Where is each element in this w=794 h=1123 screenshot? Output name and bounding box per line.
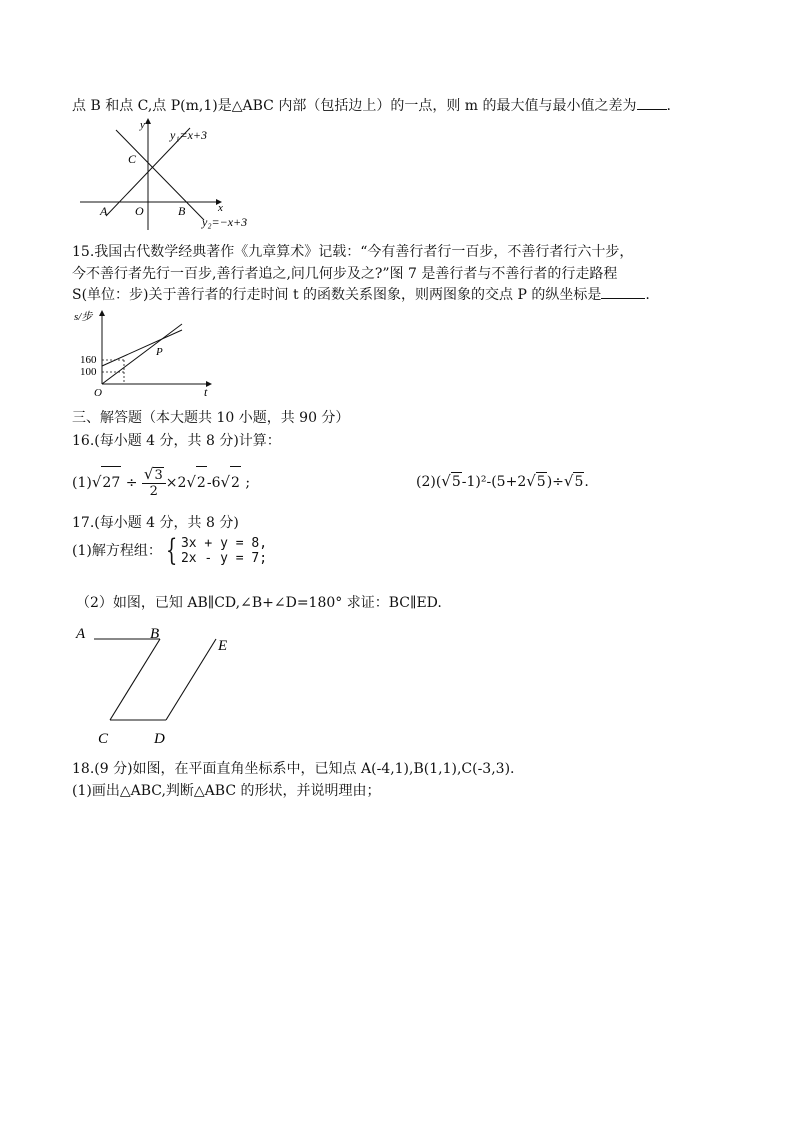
q15-end: .	[645, 287, 650, 303]
q16-part1-end: ;	[245, 475, 251, 491]
point-c-label: C	[128, 152, 137, 166]
label-b: B	[150, 626, 160, 642]
s-axis-arrow	[99, 310, 105, 316]
q17-title: 17.(每小题 4 分，共 8 分)	[72, 515, 239, 531]
q15-graph	[72, 308, 232, 400]
fraction-numerator: 3	[154, 468, 163, 483]
equation-2: 2x - y = 7;	[180, 551, 268, 566]
t-axis-label: t	[204, 385, 208, 399]
q16-part1: (1)√27 ÷ $\frac{√3}{2}$ ×2√2-6√2 ;	[72, 465, 251, 499]
label-d: D	[154, 731, 165, 747]
equation-system	[181, 536, 267, 566]
q16-part2-end: .	[584, 474, 589, 490]
tick-100: 100	[80, 366, 97, 378]
line1-label: y₁=x+3	[170, 128, 208, 142]
q16-part2-expr-b: )÷	[546, 474, 564, 490]
q16-title: 16.(每小题 4 分，共 8 分)计算：	[72, 433, 281, 449]
q15-line-2: 今不善行者先行一百步,善行者追之,问几何步及之?”图 7 是善行者与不善行者的行走路程	[72, 266, 618, 282]
answer-blank	[601, 286, 645, 299]
fraction: $\frac{√3}{2}$	[142, 467, 166, 499]
q14-text: 点 B 和点 C,点 P(m,1)是△ABC 内部（包括边上）的一点，则 m 的最大值与最小值之差为	[72, 98, 637, 114]
q15-line-3: S(单位：步)关于善行者的行走时间 t 的函数关系图象，则两图象的交点 P 的纵坐标是	[72, 287, 602, 303]
segment-bc	[110, 639, 160, 720]
minus-term: -6	[206, 475, 221, 491]
divide-sign: ÷	[125, 475, 138, 491]
point-a-label: A	[100, 204, 108, 218]
y-axis-arrow	[145, 118, 151, 124]
segment-de	[166, 639, 216, 720]
system-brace: {	[165, 533, 178, 568]
radicand: 5	[451, 474, 461, 490]
q16-part2-expr-a: -1)²-(5+2	[461, 474, 527, 490]
q18-line-1: 18.(9 分)如图，在平面直角坐标系中，已知点 A(-4,1),B(1,1),C(-3,3).	[72, 761, 515, 777]
fraction-denominator: 2	[149, 484, 158, 499]
radicand: 5	[536, 474, 546, 490]
q16-part2: (2)(√5-1)²-(5+2√5)÷√5.	[416, 472, 589, 490]
q14-text-line	[72, 97, 671, 115]
line-walker	[102, 324, 182, 384]
radicand: 27	[101, 466, 121, 499]
origin-label: O	[135, 204, 144, 218]
point-b-label: B	[178, 204, 186, 218]
line2-label: y₂=−x+3	[202, 215, 248, 229]
radicand: 2	[196, 466, 207, 499]
line-y2	[116, 130, 204, 220]
point-p-label: P	[156, 346, 163, 358]
q18-line-2: (1)画出△ABC,判断△ABC 的形状，并说明理由；	[72, 783, 381, 799]
section-3-heading: 三、解答题（本大题共 10 小题，共 90 分）	[72, 410, 350, 426]
line-slow	[102, 330, 182, 366]
q15-line-1: 15.我国古代数学经典著作《九章算术》记载：“今有善行者行一百步，不善行者行六十步，	[72, 244, 634, 260]
label-c: C	[98, 731, 109, 747]
answer-blank	[637, 97, 667, 110]
radicand: 5	[574, 474, 584, 490]
q17-part1-label: (1)解方程组：	[72, 543, 162, 559]
y-axis-label: y	[140, 119, 145, 131]
equation-1: 3x + y = 8,	[180, 536, 268, 551]
q17-part1	[72, 533, 268, 568]
tick-160: 160	[80, 354, 97, 366]
q17-figure	[74, 624, 244, 746]
q16-part2-label: (2)(	[416, 474, 442, 490]
radicand: 2	[230, 466, 241, 499]
q14-end: .	[666, 98, 671, 114]
label-e: E	[218, 638, 228, 654]
s-axis-label: s/步	[74, 311, 93, 323]
q16-part1-label: (1)	[72, 475, 92, 491]
times-term: ×2	[165, 475, 187, 491]
label-a: A	[76, 626, 86, 642]
q14-graph	[78, 118, 258, 233]
q17-part2: （2）如图，已知 AB∥CD,∠B+∠D=180° 求证：BC∥ED.	[76, 595, 442, 611]
x-axis-label: x	[218, 202, 223, 214]
origin-label: O	[94, 387, 102, 399]
q15-line-3-wrap	[72, 286, 650, 304]
